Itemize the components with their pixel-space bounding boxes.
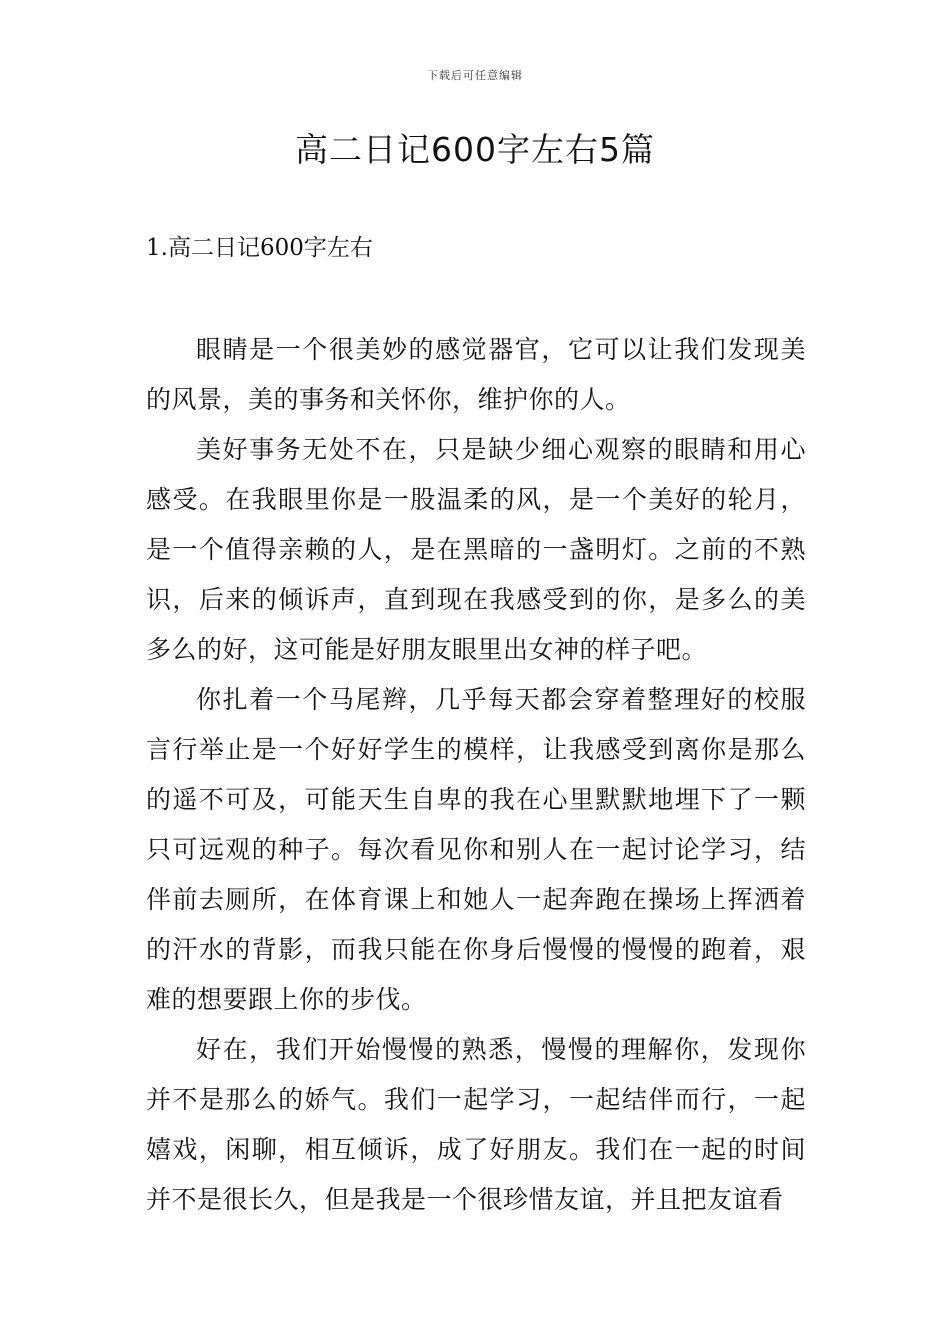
header-note: 下载后可任意编辑 (427, 69, 523, 82)
paragraph: 眼睛是一个很美妙的感觉器官，它可以让我们发现美的风景，美的事务和关怀你，维护你的人。 (146, 335, 806, 414)
document-title: 高二日记600字左右5篇 (295, 130, 655, 169)
section-heading: 1.高二日记600字左右 (146, 235, 373, 261)
paragraph: 你扎着一个马尾辫，几乎每天都会穿着整理好的校服言行举止是一个好好学生的模样，让我感受到离你是那么的遥不可及，可能天生自卑的我在心里默默地埋下了一颗只可远观的种子。每次看见你和别人在一起讨论学习，结伴前去厕所，在体育课上和她人一起奔跑在操场上挥洒着的汗水的背影，而我只能在你身后慢慢的慢慢的跑着，艰难的想要跟上你的步伐。 (146, 685, 806, 1014)
body-text (146, 325, 806, 1225)
paragraph: 美好事务无处不在，只是缺少细心观察的眼睛和用心感受。在我眼里你是一股温柔的风，是一个美好的轮月，是一个值得亲赖的人，是在黑暗的一盏明灯。之前的不熟识，后来的倾诉声，直到现在我感受到的你，是多么的美多么的好，这可能是好朋友眼里出女神的样子吧。 (146, 435, 806, 664)
paragraph: 好在，我们开始慢慢的熟悉，慢慢的理解你，发现你并不是那么的娇气。我们一起学习，一起结伴而行，一起嬉戏，闲聊，相互倾诉，成了好朋友。我们在一起的时间并不是很长久，但是我是一个很珍惜友谊，并且把友谊看 (146, 1035, 806, 1214)
